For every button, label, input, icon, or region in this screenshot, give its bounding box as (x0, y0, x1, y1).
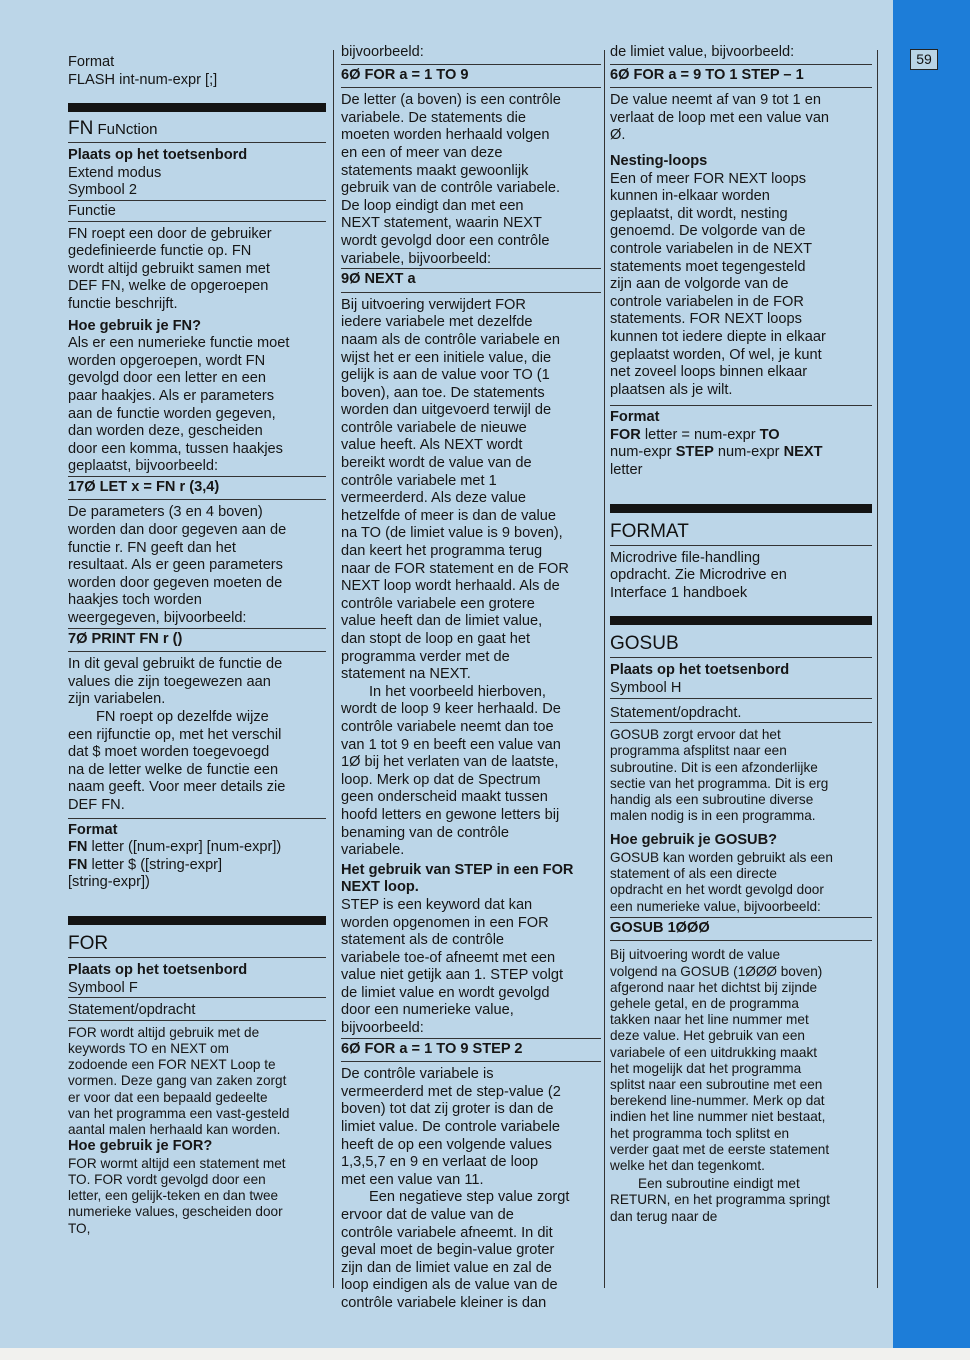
section-bar-format (610, 504, 872, 513)
fn-function-label: Functie (68, 203, 326, 222)
text-line: contrôle variabele kleiner is dan (341, 1294, 547, 1311)
text-line: functie r. FN geeft dan het (68, 539, 236, 556)
text-line: heeft de op een volgende values (341, 1136, 552, 1153)
fn-format-block (68, 818, 326, 892)
text-line: RETURN, en het programma springt (610, 1192, 830, 1208)
fn-description (68, 226, 326, 314)
step-increase-text (341, 1066, 601, 1189)
text-line: dan keert het programma terug (341, 543, 543, 560)
step-heading (341, 862, 601, 897)
text-line: 1,3,5,7 en 9 en verlaat de loop (341, 1154, 539, 1171)
text-line: contrôle variabele de nieuwe (341, 419, 527, 436)
text-line: sectie van het programma. Dit is erg (610, 775, 829, 791)
text-line: moeten worden herhaald volgen (341, 127, 550, 144)
text-line: controle variabelen in de NEXT (610, 240, 812, 257)
col2-intro: bijvoorbeeld: (341, 44, 424, 60)
text-line: hetzelfde of meer is dan de value (341, 507, 556, 524)
text-line: GOSUB zorgt ervoor dat het (610, 727, 781, 743)
fn-format-line-3: [string-expr]) (68, 874, 150, 891)
gosub-howto-label: Hoe gebruik je GOSUB? (610, 832, 778, 849)
keyword: STEP (675, 444, 714, 461)
text-line: STEP is een keyword dat kan (341, 896, 533, 913)
fn-keyboard-lines (68, 165, 326, 201)
column-rule-3 (877, 50, 878, 1288)
section-bar-gosub (610, 616, 872, 625)
gosub-statement-label: Statement/opdracht. (610, 705, 872, 724)
fn-heading-rest: FuNction (93, 121, 158, 139)
fn-keyboard-label: Plaats op het toetsenbord (68, 147, 248, 164)
for-keyboard-label: Plaats op het toetsenbord (68, 961, 248, 978)
text-line: numerieke values, gescheiden door (68, 1204, 283, 1220)
gosub-return-text (610, 1176, 872, 1225)
text-line: De parameters (3 en 4 boven) (68, 504, 263, 521)
text-line: FOR wormt altijd een statement met (68, 1155, 286, 1171)
text-line: worden dan door gegeven aan de (68, 522, 287, 539)
text-line: berekend line-nummer. Merk op dat (610, 1093, 825, 1109)
text-line: van het programma een vast-gesteld (68, 1105, 290, 1121)
fn-howto-text (68, 335, 326, 476)
text-line: aantal malen herhaald kan worden. (68, 1121, 281, 1137)
text-line: het mogelijk dat het programma (610, 1060, 802, 1076)
text-line: paar haakjes. Als er parameters (68, 387, 275, 404)
text-line: vermeerderd. Als deze value (341, 490, 526, 507)
text-line: kunnen in-elkaar worden (610, 188, 770, 205)
text-line: worden dan uitgevoerd terwijl de (341, 402, 552, 419)
text-line: Microdrive file-handling (610, 549, 761, 566)
text-line: worden opgeroepen, wordt FN (68, 352, 266, 369)
subheading-line: NEXT loop. (341, 879, 419, 896)
text-line: statements maakt gewoonlijk (341, 162, 529, 179)
text-line: gedefinieerde functie op. FN (68, 243, 252, 260)
text-line: DEF FN. (68, 796, 125, 813)
text-line: dat $ moet worden toegevoegd (68, 744, 270, 761)
text-line: na TO (de limiet value is 9 boven), (341, 525, 563, 542)
text-line: FOR wordt altijd gebruik met de (68, 1024, 260, 1040)
column-rule-1 (333, 50, 334, 1288)
text-line: zijn dan de limiet value en zal de (341, 1259, 552, 1276)
for-example-text (341, 684, 601, 860)
text-line: keywords TO en NEXT om (68, 1040, 229, 1056)
text-line: TO. FOR vordt gevolgd door een (68, 1171, 266, 1187)
text-line: zijn variabelen. (68, 691, 166, 708)
text-line: variabele toe-of afneemt met een (341, 949, 556, 966)
gosub-keyboard-label: Plaats op het toetsenbord (610, 662, 790, 679)
text-line: een numerieke value, bijvoorbeeld: (610, 898, 821, 914)
format-heading: FORMAT (610, 519, 872, 546)
fn-heading (68, 116, 326, 143)
text-line: statement als de contrôle (341, 932, 505, 949)
col3-intro: de limiet value, bijvoorbeeld: (610, 44, 795, 60)
text-line: geplaatst worden, Of wel, je kunt (610, 346, 822, 363)
column-1 (68, 44, 326, 1237)
for-heading: FOR (68, 931, 326, 958)
section-bar-for (68, 916, 326, 925)
text-line: verlaat de loop met een value van (610, 109, 830, 126)
text-line: opdracht en het wordt gevolgd door (610, 882, 824, 898)
text-line: kunnen tot iedere diepte in elkaar (610, 328, 826, 345)
text-line: GOSUB kan worden gebruikt als een (610, 850, 833, 866)
text-line: er voor dat een bepaald gedeelte (68, 1089, 268, 1105)
text-line: van 1 tot 9 en beeft een value van (341, 736, 561, 753)
for-statement-label: Statement/opdracht (68, 1002, 326, 1021)
text-line: deze value. Het gebruik van een (610, 1028, 805, 1044)
text-line: functie beschrijft. (68, 295, 178, 312)
text-line: Een subroutine eindigt met (638, 1176, 800, 1192)
text-line: bereikt wordt de value van de (341, 455, 532, 472)
for-keyboard-line: Symbool F (68, 980, 326, 999)
text-line: resultaat. Als er geen parameters (68, 557, 283, 574)
text-line: statements moet tegengesteld (610, 258, 806, 275)
text-line: handig als een subroutine diverse (610, 792, 814, 808)
text-line: wordt gevolgd door een contrôle (341, 232, 550, 249)
for-howto-label: Hoe gebruik je FOR? (68, 1138, 213, 1155)
text-line: geplaatst, bijvoorbeeld: (68, 458, 219, 475)
for-howto-text (68, 1156, 326, 1237)
text-line: wordt altijd gebruikt samen met (68, 260, 270, 277)
fn-string-text (68, 709, 326, 815)
text-line: een rijfunctie op, met het verschil (68, 726, 282, 743)
column-3 (610, 44, 872, 1225)
fn-code-example-1: 17Ø LET x = FN r (3,4) (68, 476, 326, 501)
format-text: letter = num-expr (640, 426, 760, 443)
for-code-example-3: 6Ø FOR a = 1 TO 9 STEP 2 (341, 1038, 601, 1063)
text-line: contrôle variabele met 1 (341, 472, 497, 489)
text-line: het programma toch splitst en (610, 1125, 790, 1141)
text-line: variabele, bijvoorbeeld: (341, 250, 492, 267)
text-line: limiet value. De controle variabele (341, 1119, 561, 1136)
for-code-example-4: 6Ø FOR a = 9 TO 1 STEP – 1 (610, 64, 872, 89)
text-line: Een of meer FOR NEXT loops (610, 170, 807, 187)
text-line: dan stopt de loop en gaat het (341, 631, 531, 647)
text-line: vermeerderd met de step-value (2 (341, 1083, 561, 1100)
text-line: values die zijn toegewezen aan (68, 673, 271, 690)
for-format-line-3: letter (610, 462, 643, 479)
text-line: naam geeft. Voor meer details zie (68, 779, 286, 796)
format-text: letter $ ([string-expr] (87, 856, 223, 873)
text-line: gebruik van de contrôle variabele. (341, 180, 561, 197)
text-line: value heeft dan de limiet value, (341, 613, 543, 630)
step-down-text (610, 92, 872, 145)
text-line: boven) tot dat zij groter is dan de (341, 1101, 554, 1118)
text-line: geval moet de begin-value groter (341, 1242, 555, 1259)
format-description (610, 550, 872, 603)
text-line: dan worden deze, gescheiden (68, 423, 263, 440)
text-line: plaatsen als je wilt. (610, 381, 733, 398)
text-line: subroutine. Dit is een afzonderlijke (610, 759, 818, 775)
text-line: De contrôle variabele is (341, 1066, 494, 1083)
text-line: loop. Merk op dat de Spectrum (341, 771, 541, 788)
text-line: statement na NEXT. (341, 666, 471, 683)
text-line: takken naar het line nummer met (610, 1012, 809, 1028)
text-line: De value neemt af van 9 tot 1 en (610, 92, 821, 109)
page-number: 59 (910, 49, 938, 70)
fn-keyboard-line: Symbool 2 (68, 182, 326, 201)
text-line: FN roept een door de gebruiker (68, 225, 272, 242)
text-line: genoemd. De volgorde van de (610, 223, 806, 240)
text-line: variabele. De statements die (341, 109, 526, 126)
fn-howto-label: Hoe gebruik je FN? (68, 317, 201, 334)
text-line: In het voorbeeld hierboven, (369, 683, 546, 700)
text-line: geplaatst, dit wordt, nesting (610, 205, 788, 222)
text-line: naam als de contrôle variabele en (341, 331, 561, 348)
text-line: weergegeven, bijvoorbeeld: (68, 610, 247, 627)
text-line: hoofd letters en gewone letters bij (341, 806, 560, 823)
format-text: num-expr (713, 444, 784, 461)
text-line: splitst naar een subroutine met een (610, 1077, 823, 1093)
for-format-line-1 (610, 427, 872, 445)
text-line: loop eindigen als de value van de (341, 1277, 558, 1294)
fn-code-example-2: 7Ø PRINT FN r () (68, 628, 326, 653)
text-line: malen nodig is in een programma. (610, 808, 816, 824)
text-line: FN roept op dezelfde wijze (96, 709, 269, 725)
text-line: door een numerieke value, (341, 1002, 514, 1019)
fn-params-text (68, 504, 326, 627)
text-line: programma verder met de (341, 648, 510, 665)
fn-format-line-1 (68, 839, 326, 857)
fn-keyboard-line: Extend modus (68, 164, 162, 181)
text-line: Bij uitvoering wordt de value (610, 947, 781, 963)
text-line: door een komma, tussen haakjes (68, 440, 283, 457)
text-line: controle variabelen in de FOR (610, 293, 804, 310)
keyword: NEXT (783, 444, 823, 461)
text-line: statement of als een directe (610, 866, 777, 882)
keyword: FN (68, 856, 88, 873)
text-line: Bij uitvoering verwijdert FOR (341, 296, 526, 313)
text-line: worden door gegeven moeten de (68, 574, 283, 591)
fn-case-text (68, 656, 326, 709)
gosub-heading: GOSUB (610, 631, 872, 658)
text-line: Interface 1 handboek (610, 584, 748, 601)
flash-format-line: FLASH int-num-expr [;] (68, 71, 218, 88)
nesting-text (610, 171, 872, 400)
text-line: Ø. (610, 127, 626, 144)
gosub-description (610, 727, 872, 824)
gosub-code-example: GOSUB 1ØØØ (610, 917, 872, 942)
text-line: volgend na GOSUB (1ØØØ boven) (610, 963, 823, 979)
text-line: wordt de loop 9 keer herhaald. De (341, 701, 561, 718)
text-line: De loop eindigt dan met een (341, 197, 524, 214)
column-rule-2 (604, 50, 605, 1288)
text-line: programma afsplitst naar een (610, 743, 787, 759)
gosub-execution-text (610, 947, 872, 1174)
keyword: FOR (610, 426, 641, 443)
text-line: zijn aan de volgorde van de (610, 276, 789, 293)
text-line: na de letter welke de functie een (68, 761, 279, 778)
text-line: NEXT loop wordt herhaald. Als de (341, 578, 560, 595)
for-code-example-2: 9Ø NEXT a (341, 268, 601, 293)
format-text: letter ([num-expr] [num-expr]) (87, 839, 282, 856)
text-line: contrôle variabele afneemt. In dit (341, 1224, 553, 1241)
format-text: num-expr (610, 444, 676, 461)
for-code-example-1: 6Ø FOR a = 1 TO 9 (341, 64, 601, 89)
text-line: wijst het er een initiele value, die (341, 349, 552, 366)
text-line: 1Ø bij het verlaten van de laatste, (341, 754, 559, 771)
fn-format-label: Format (68, 821, 118, 838)
text-line: letter, een gelijk-teken en dan twee (68, 1188, 279, 1204)
keyword: FN (68, 839, 88, 856)
text-line: dan terug naar de (610, 1208, 718, 1224)
text-line: gehele getal, en de programma (610, 996, 799, 1012)
text-line: contrôle variabele neemt dan toe (341, 718, 554, 735)
text-line: contrôle variabele een grotere (341, 595, 535, 612)
column-2 (341, 44, 601, 1313)
text-line: de limiet value en wordt gevolgd (341, 984, 550, 1001)
text-line: welke het dan tegenkomt. (610, 1158, 765, 1174)
nesting-label: Nesting-loops (610, 152, 708, 169)
text-line: value heeft. Als NEXT wordt (341, 437, 523, 454)
section-bar-fn (68, 103, 326, 112)
text-line: Een negatieve step value zorgt (369, 1189, 570, 1206)
text-line: NEXT statement, waarin NEXT (341, 215, 542, 232)
text-line: Als er een numerieke functie moet (68, 335, 290, 352)
for-execution-text (341, 297, 601, 684)
gosub-keyboard-line: Symbool H (610, 680, 872, 699)
text-line: gevolgd door een letter en een (68, 370, 266, 387)
text-line: en een of meer van deze (341, 144, 503, 161)
text-line: naar de FOR statement en de FOR (341, 560, 569, 577)
for-format-block (610, 405, 872, 479)
text-line: verder gaat met de eerste statement (610, 1141, 830, 1157)
text-line: opdracht. Zie Microdrive en (610, 567, 787, 584)
text-line: haakjes toch worden (68, 592, 202, 609)
text-line: aan de functie worden gegeven, (68, 405, 276, 422)
step-text (341, 897, 601, 1038)
gosub-howto-text (610, 850, 872, 915)
text-line: worden opgenomen in een FOR (341, 914, 549, 931)
text-line: bijvoorbeeld: (341, 1020, 424, 1037)
flash-format-label: Format (68, 54, 115, 70)
keyword: TO (759, 426, 780, 443)
text-line: gelijk is aan de value voor TO (1 (341, 367, 550, 384)
text-line: value niet getijk aan 1. STEP volgt (341, 967, 564, 984)
text-line: zodoende een FOR NEXT Loop te (68, 1057, 276, 1073)
fn-heading-keyword: FN (68, 118, 94, 140)
blue-page-edge (893, 0, 970, 1348)
for-format-line-2 (610, 444, 872, 462)
text-line: DEF FN, welke de opgeroepen (68, 278, 269, 295)
text-line: net zoveel loops binnen elkaar (610, 364, 808, 381)
text-line: iedere variabele met dezelfde (341, 314, 533, 331)
text-line: statements. FOR NEXT loops (610, 311, 802, 328)
text-line: afgerond naar het dichtst bij zijnde (610, 979, 818, 995)
text-line: ervoor dat de value van de (341, 1207, 514, 1223)
for-control-text (341, 92, 601, 268)
step-negative-text (341, 1189, 601, 1312)
text-line: benaming van de contrôle (341, 824, 509, 841)
text-line: geen onderscheid maakt tussen (341, 789, 548, 806)
text-line: vormen. Deze gang van zaken zorgt (68, 1073, 287, 1089)
subheading-line: Het gebruik van STEP in een FOR (341, 861, 574, 878)
text-line: In dit geval gebruikt de functie de (68, 656, 283, 673)
text-line: variabele of een uitdrukking maakt (610, 1044, 818, 1060)
text-line: TO, (68, 1220, 91, 1236)
for-format-label: Format (610, 409, 660, 426)
fn-format-line-2 (68, 857, 326, 875)
text-line: De letter (a boven) is een contrôle (341, 92, 561, 109)
text-line: variabele. (341, 842, 405, 859)
for-description (68, 1025, 326, 1138)
text-line: boven), aan toe. De statements (341, 384, 545, 401)
text-line: met een value van 11. (341, 1171, 484, 1188)
text-line: indien het line nummer niet bestaat, (610, 1109, 826, 1125)
